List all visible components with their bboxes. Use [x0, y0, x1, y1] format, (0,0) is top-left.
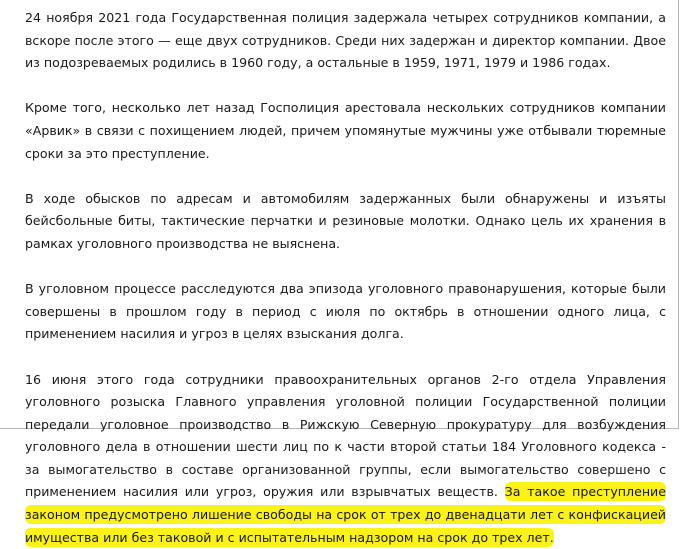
- article-body: [25, 7, 666, 549]
- paragraph-previous-arrests: Кроме того, несколько лет назад Госполиция арестовала нескольких сотрудников компании «Арвик» в связи с похищением людей, причем упомянутые мужчины уже отбывали тюремные сроки за это преступление.: [25, 97, 666, 165]
- paragraph-criminal-process: В уголовном процессе расследуются два эпизода уголовного правонарушения, которые были совершены в прошлом году в период с июля по октябрь в отношении одного лица, с применением насилия и угроз в целях взыскания долга.: [25, 278, 666, 346]
- paragraph-prosecution: [25, 369, 666, 549]
- paragraph-searches: В ходе обысков по адресам и автомобилям задержанных были обнаружены и изъяты бейсбольные биты, тактические перчатки и резиновые молотки. Однако цель их хранения в рамках уголовного производства не выяснена.: [25, 188, 666, 256]
- paragraph-prosecution-text: 16 июня этого года сотрудники правоохранительных органов 2-го отдела Управления уголовного розыска Главного управления уголовной полиции Государственной полиции передали уголовное производство в Рижскую Северную прокуратуру для возбуждения уголовного дела в отношении шести лиц по к части второй статьи 184 Уголовного кодекса - за вымогательство в составе организованной группы, если вымогательство совершено с применением насилия или угроз, оружия или взрывчатых веществ.: [25, 372, 666, 500]
- paragraph-arrests: 24 ноября 2021 года Государственная полиция задержала четырех сотрудников компании, а вскоре после этого — еще двух сотрудников. Среди них задержан и директор компании. Двое из подозреваемых родились в 1960 году, а остальные в 1959, 1971, 1979 и 1986 годах.: [25, 7, 666, 75]
- highlighted-penalty-text: За такое преступление законом предусмотрено лишение свободы на срок от трех до двенадцати лет с конфискацией имущества или без таковой и с испытательным надзором на срок до трех лет.: [25, 482, 666, 546]
